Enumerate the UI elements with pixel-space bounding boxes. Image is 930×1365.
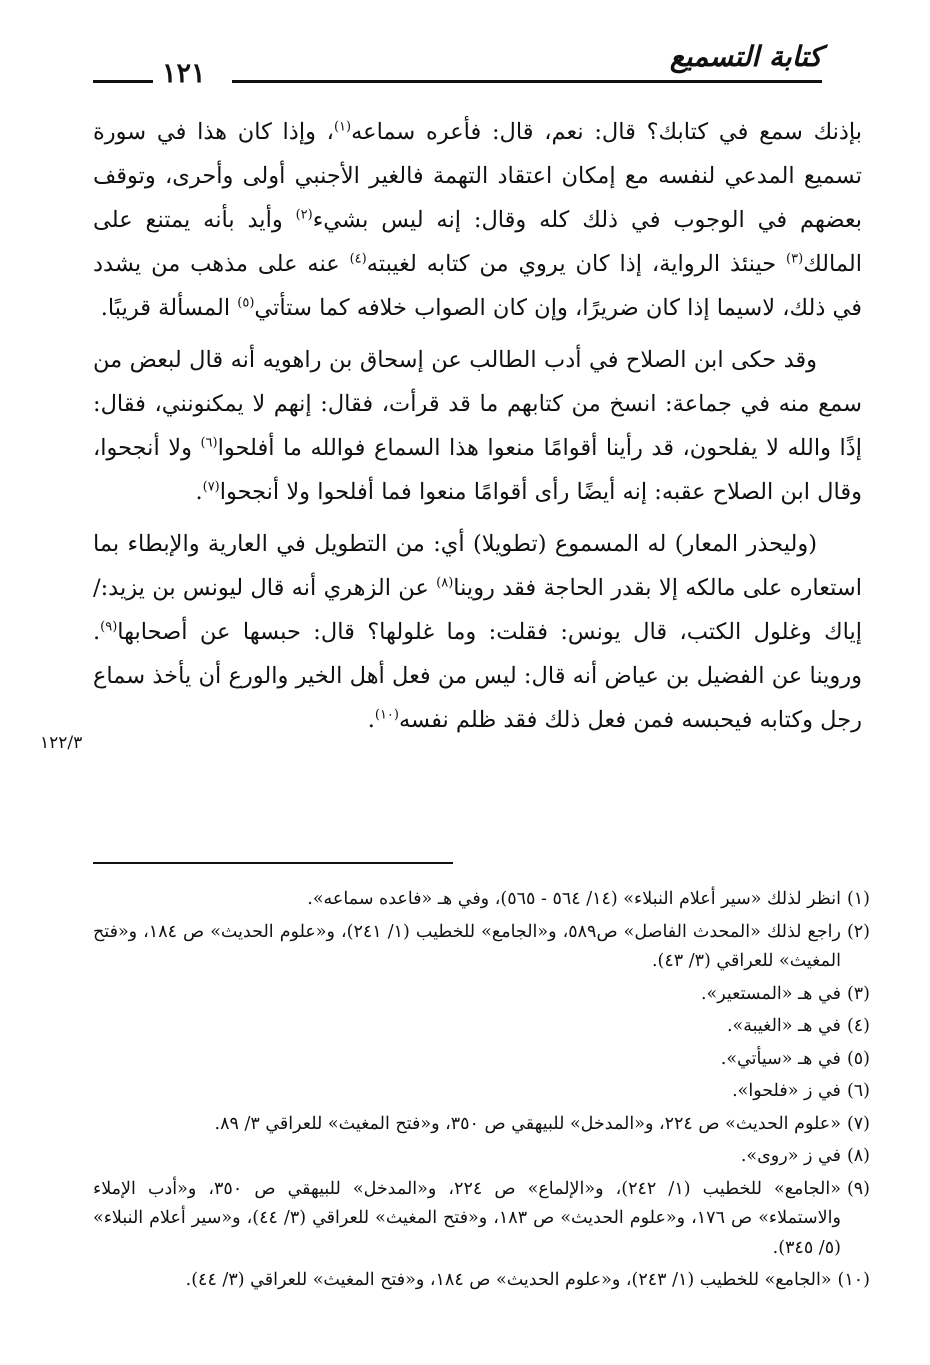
footnote-marker: (٤) [349,251,367,267]
footnote [93,1175,870,1264]
running-header-title: كتابة التسميع [669,40,822,73]
paragraph-text: بإذنك سمع في كتابك؟ قال: نعم، قال: فأعره سماعه [351,119,862,145]
footnote-text: «الجامع» للخطيب (١/ ٢٤٢)، و«الإلماع» ص ٢٢٤، و«المدخل» للبيهقي ص ٣٥٠، و«أدب الإملاء والاستملاء» ص ١٧٦، و«علوم الحديث» ص ١٨٣، و«فتح المغيث» للعراقي (٣/ ٤٤)، و«سير أعلام النبلاء» (٥/ ٣٤٥). [93,1178,841,1258]
footnote-number: (١٠) [837,1270,870,1290]
footnote-number: (٩) [846,1178,870,1199]
footnote [93,885,870,915]
footnote-marker: (١) [333,119,352,135]
header-rule [232,80,822,83]
footnote-text: في هـ «الغيبة». [726,1016,841,1036]
footnote-marker: (٥) [237,295,255,311]
footnote-number: (٧) [846,1113,870,1134]
footnote-marker: (٣) [786,251,804,267]
footnote-marker: (٢) [295,207,313,223]
margin-page-reference: ١٢٢/٣ [40,733,83,753]
paragraph-text: المسألة قريبًا. [100,295,238,321]
footnote-number: (٦) [846,1081,870,1101]
footnote-marker: (٧) [202,479,220,495]
paragraph-text: . وروينا عن الفضيل بن عياض أنه قال: ليس من فعل أهل الخير والورع أن يأخذ سماع رجل وكتابه فيحبسه فمن فعل ذلك فقد ظلم نفسه [93,619,862,733]
footnote-text: «الجامع» للخطيب (١/ ٢٤٣)، و«علوم الحديث» ص ١٨٤، و«فتح المغيث» للعراقي (٣/ ٤٤). [185,1270,832,1290]
footnote [93,1266,870,1296]
paragraph-text: حينئذ الرواية، إذا كان يروي من كتابه لغيبته [366,251,787,277]
footnotes [93,885,870,1299]
footnote-marker: (٩) [100,619,118,635]
footnote-marker: (٨) [436,575,454,591]
paragraph-text: وأيد بأنه يمتنع على المالك [93,207,862,277]
paragraph-text: ، وإذا كان هذا في سورة تسميع المدعي لنفسه مع إمكان اعتقاد التهمة فالغير الأجنبي أولى وأحرى، وتوقف بعضهم في الوجوب في ذلك كله وقال: إنه ليس بشيء [93,119,862,233]
footnote-text: في هـ «المستعير». [700,983,841,1004]
paragraph-text: عنه على مذهب من يشدد في ذلك، لاسيما إذا كان ضريرًا، وإن كان الصواب خلافه كما ستأتي [93,251,862,321]
paragraph-text: ولا أنجحوا، وقال ابن الصلاح عقبه: إنه أيضًا رأى أقوامًا منعوا فما أفلحوا ولا أنجحوا [93,435,862,505]
footnote-number: (٢) [846,921,870,942]
footnote-number: (٤) [846,1016,870,1036]
footnote [93,1012,870,1042]
footnote-text: انظر لذلك «سير أعلام النبلاء» (١٤/ ٥٦٤ - ٥٦٥)، وفي هـ «فاعده سماعه». [307,889,841,909]
footnote-marker: (١٠) [374,707,399,723]
paragraph-2 [93,338,862,514]
footnote-marker: (٦) [200,435,218,451]
footnote-text: في هـ «سيأتي». [720,1048,841,1069]
footnote [93,1045,870,1075]
footnote [93,918,870,977]
main-text [93,110,862,750]
header-left-rule [93,80,153,83]
paragraph-3 [93,522,862,742]
paragraph-text: . [367,707,375,733]
footnote-number: (٨) [846,1146,870,1166]
paragraph-text: . [195,479,203,505]
paragraph-text: وقد حكى ابن الصلاح في أدب الطالب عن إسحاق بن راهويه أنه قال لبعض من سمع منه في جماعة: انسخ من كتابهم ما قد قرأت، فقال: إنهم لا يمكنونني، فقال: إذًا والله لا يفلحون، قد رأينا أقوامًا منعوا هذا السماع فوالله ما أفلحوا [93,347,862,461]
footnote-number: (٣) [846,983,870,1004]
footnote [93,1110,870,1140]
footnote-text: في ز «روى». [740,1146,841,1166]
footnote [93,1077,870,1107]
paragraph-text: عن الزهري أنه قال ليونس بن يزيد:/ إياك وغلول الكتب، قال يونس: فقلت: وما غلولها؟ قال: حبسها عن أصحابها [93,575,862,645]
footnote-text: في ز «فلحوا». [732,1081,841,1101]
footnote-separator [93,862,453,864]
footnote [93,980,870,1010]
page-number: ١٢١ [162,58,206,89]
footnote-number: (٥) [846,1048,870,1069]
paragraph-1 [93,110,862,330]
footnote-text: «علوم الحديث» ص ٢٢٤، و«المدخل» للبيهقي ص ٣٥٠، و«فتح المغيث» للعراقي ٣/ ٨٩. [214,1113,841,1134]
paragraph-text: (وليحذر المعار) له المسموع (تطويلا) أي: من التطويل في العارية والإبطاء بما استعاره على مالكه إلا بقدر الحاجة فقد روينا [93,531,862,601]
footnote-text: راجع لذلك «المحدث الفاصل» ص٥٨٩، و«الجامع» للخطيب (١/ ٢٤١)، و«علوم الحديث» ص ١٨٤، و«فتح المغيث» للعراقي (٣/ ٤٣). [93,921,841,971]
footnote [93,1142,870,1172]
footnote-number: (١) [846,889,870,909]
